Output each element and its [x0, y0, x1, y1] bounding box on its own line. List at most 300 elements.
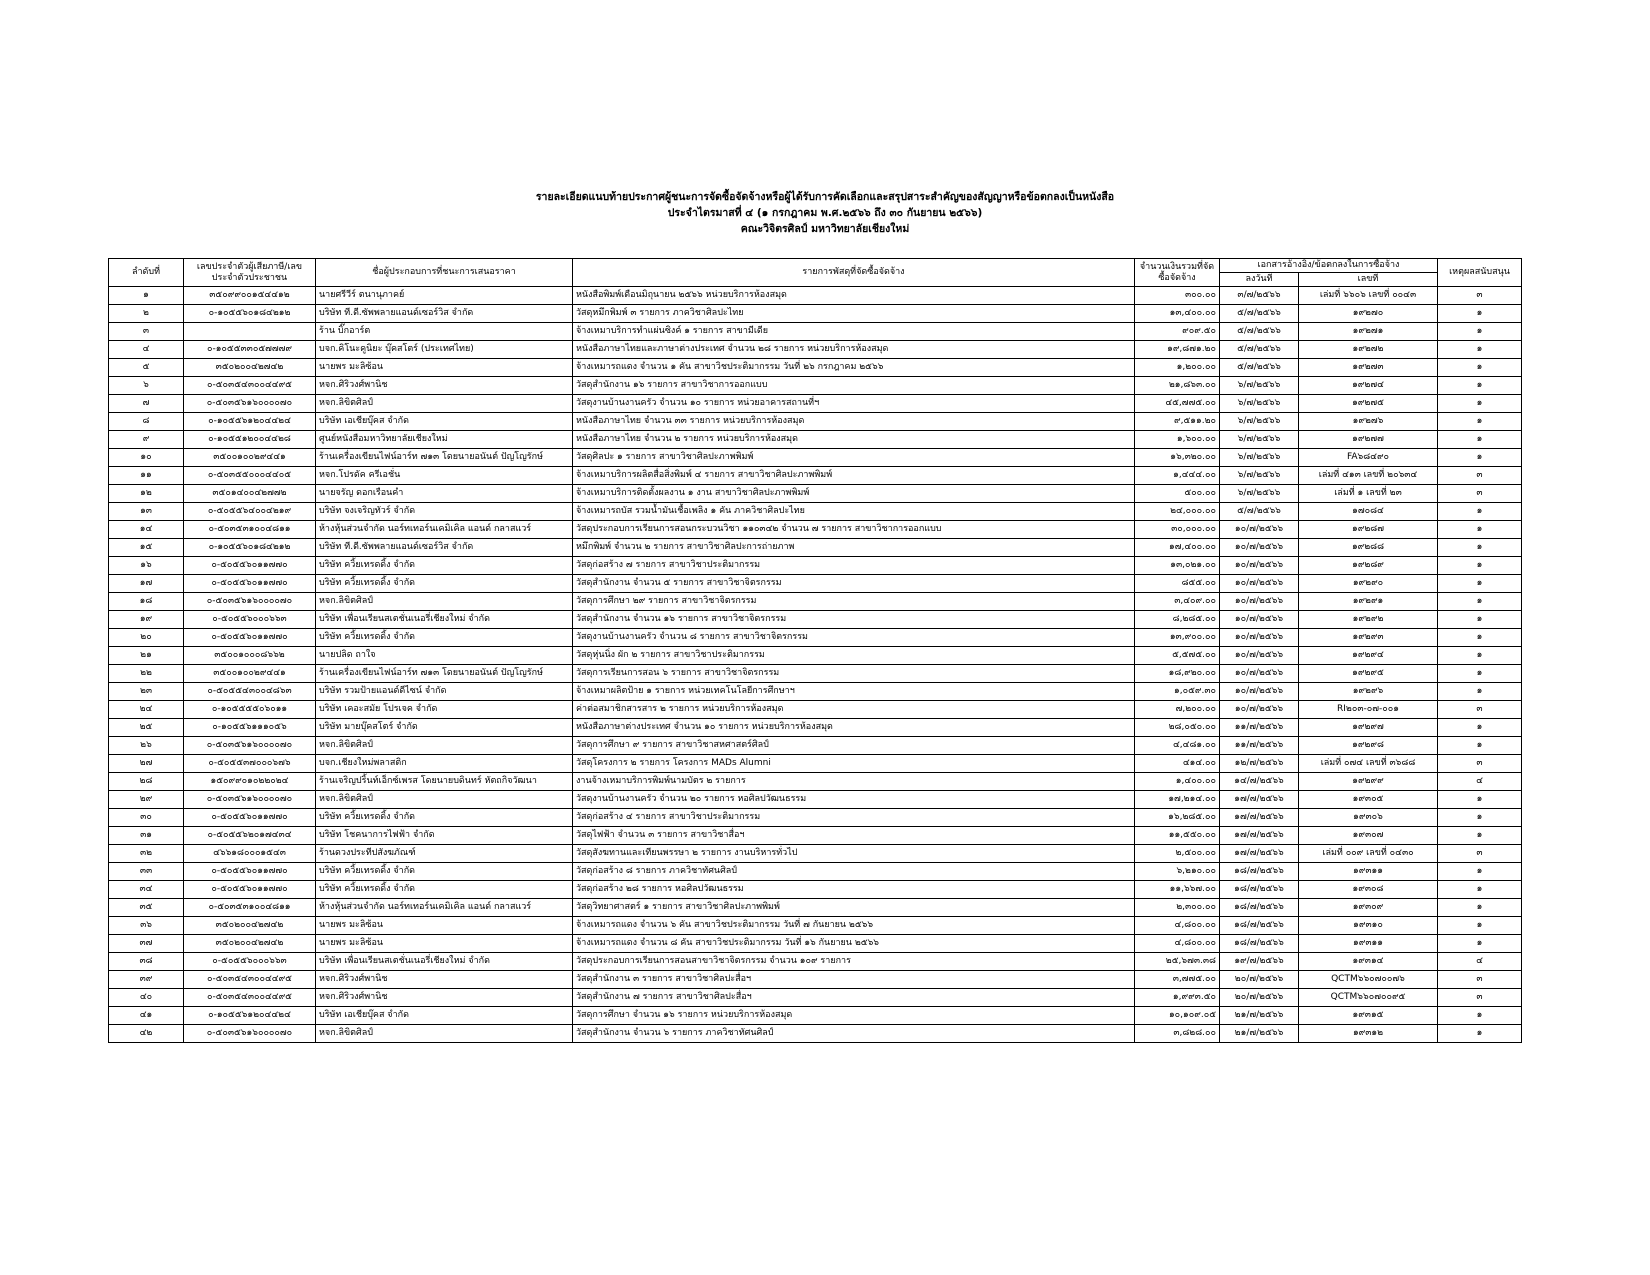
cell-vendor: นายพร มะลิซ้อน	[316, 917, 573, 935]
cell-item: วัสดุงานบ้านงานครัว จำนวน ๘ รายการ สาขาวิชาจิตรกรรม	[573, 629, 1135, 647]
table-row	[109, 305, 1522, 323]
cell-taxid: ๐-๕๐๕๕๖๐๑๑๗๗๐	[184, 575, 316, 593]
cell-date: ๒๐/๗/๒๕๖๖	[1220, 971, 1299, 989]
header-no: ลำดับที่	[109, 259, 184, 287]
cell-vendor: บริษัท ควิ้ยเทรดดิ้ง จำกัด	[316, 629, 573, 647]
cell-vendor: บริษัท เพื่อนเรียนสเตชั่นเนอรี่เชียงใหม่ จำกัด	[316, 611, 573, 629]
cell-ref: ๑๙๒๙๐	[1299, 575, 1438, 593]
cell-taxid: ๐-๕๐๓๕๔๓๐๐๔๔๙๕	[184, 377, 316, 395]
cell-amount: ๒,๕๐๐.๐๐	[1135, 845, 1220, 863]
cell-item: จ้างเหมารถบัส รวมน้ำมันเชื้อเพลิง ๑ คัน ภาควิชาศิลปะไทย	[573, 503, 1135, 521]
cell-vendor: ห้างหุ้นส่วนจำกัด นอร์ทเทอร์นเคมิเคิล แอนด์ กลาสแวร์	[316, 521, 573, 539]
table-row	[109, 701, 1522, 719]
cell-taxid: ๐-๕๐๓๕๕๐๐๐๔๔๐๕	[184, 467, 316, 485]
header-taxid: เลขประจำตัวผู้เสียภาษี/เลขประจำตัวประชาชน	[184, 259, 316, 287]
cell-date: ๖/๗/๒๕๖๖	[1220, 467, 1299, 485]
cell-no: ๓๓	[109, 863, 184, 881]
cell-vendor: ศูนย์หนังสือมหาวิทยาลัยเชียงใหม่	[316, 431, 573, 449]
table-row	[109, 395, 1522, 413]
table-row	[109, 863, 1522, 881]
table-row	[109, 737, 1522, 755]
cell-amount: ๘๕๕.๐๐	[1135, 575, 1220, 593]
cell-date: ๑๐/๗/๒๕๖๖	[1220, 539, 1299, 557]
cell-ref: ๑๙๒๗๐	[1299, 305, 1438, 323]
cell-date: ๖/๗/๒๕๖๖	[1220, 431, 1299, 449]
cell-vendor: นายศรีวีร์ ตนานุภาคย์	[316, 287, 573, 305]
cell-reason: ๑	[1438, 503, 1522, 521]
cell-item: วัสดุก่อสร้าง ๘ รายการ ภาควิชาทัศนศิลป์	[573, 863, 1135, 881]
cell-no: ๓๘	[109, 953, 184, 971]
cell-amount: ๘,๒๘๕.๐๐	[1135, 611, 1220, 629]
cell-ref: เล่มที่ ๑ เลขที่ ๒๓	[1299, 485, 1438, 503]
cell-amount: ๑,๔๐๐.๐๐	[1135, 773, 1220, 791]
cell-amount: ๕๐๐.๐๐	[1135, 485, 1220, 503]
cell-no: ๒๔	[109, 701, 184, 719]
cell-item: วัสดุวิทยาศาสตร์ ๑ รายการ สาขาวิชาศิลปะภาพพิมพ์	[573, 899, 1135, 917]
cell-no: ๑๗	[109, 575, 184, 593]
cell-no: ๒๑	[109, 647, 184, 665]
cell-taxid: ๔๖๖๑๘๐๐๐๑๕๔๓	[184, 845, 316, 863]
cell-taxid: ๐-๕๐๕๕๖๒๐๑๗๔๓๔	[184, 827, 316, 845]
cell-taxid: ๓๕๐๐๑๐๐๒๙๔๔๑	[184, 665, 316, 683]
table-body	[109, 287, 1522, 1043]
cell-date: ๕/๗/๒๕๖๖	[1220, 305, 1299, 323]
cell-vendor: บริษัท เคอะสมัย โปรเจค จำกัด	[316, 701, 573, 719]
cell-reason: ๔	[1438, 773, 1522, 791]
cell-amount: ๑๙,๘๗๑.๒๐	[1135, 341, 1220, 359]
cell-item: วัสดุงานบ้านงานครัว จำนวน ๑๐ รายการ หน่วยอาคารสถานที่ฯ	[573, 395, 1135, 413]
cell-ref: เล่มที่ ๐๐๙ เลขที่ ๐๔๓๐	[1299, 845, 1438, 863]
cell-amount: ๑๗,๔๐๐.๐๐	[1135, 539, 1220, 557]
cell-ref: ๑๙๒๗๓	[1299, 359, 1438, 377]
cell-taxid: ๓๕๐๒๐๐๔๒๗๔๒	[184, 935, 316, 953]
cell-item: วัสดุสำนักงาน ๗ รายการ สาขาวิชาศิลปะสื่อฯ	[573, 989, 1135, 1007]
header-reason: เหตุผลสนับสนุน	[1438, 259, 1522, 287]
cell-ref: ๑๙๒๘๘	[1299, 539, 1438, 557]
table-row	[109, 899, 1522, 917]
cell-vendor: หจก.ลิขิตศิลป์	[316, 395, 573, 413]
cell-taxid: ๐-๕๐๓๕๖๑๖๐๐๐๐๗๐	[184, 1025, 316, 1043]
cell-date: ๑๐/๗/๒๕๖๖	[1220, 683, 1299, 701]
cell-taxid: ๐-๕๐๕๕๖๐๑๑๗๗๐	[184, 629, 316, 647]
cell-item: จ้างเหมารถแดง จำนวน ๘ คัน สาขาวิชประติมากรรม วันที่ ๑๖ กันยายน ๒๕๖๖	[573, 935, 1135, 953]
cell-ref: ๑๙๓๐๗	[1299, 827, 1438, 845]
cell-ref: QCTM๖๖๐๗๐๐๗๖	[1299, 971, 1438, 989]
cell-no: ๒๘	[109, 773, 184, 791]
cell-item: วัสดุก่อสร้าง ๗ รายการ สาขาวิชาประติมากรรม	[573, 557, 1135, 575]
cell-amount: ๒๑,๘๖๓.๐๐	[1135, 377, 1220, 395]
cell-date: ๑๘/๗/๒๕๖๖	[1220, 863, 1299, 881]
cell-vendor: หจก.โปรดัค ครีเอชั่น	[316, 467, 573, 485]
cell-amount: ๒๘,๐๕๐.๐๐	[1135, 719, 1220, 737]
cell-vendor: นายจรัญ ดอกเรือนคำ	[316, 485, 573, 503]
cell-item: จ้างเหมาบริการผลิตสื่อสิ่งพิมพ์ ๔ รายการ สาขาวิชาศิลปะภาพพิมพ์	[573, 467, 1135, 485]
table-row	[109, 809, 1522, 827]
cell-item: หนังสือภาษาไทย จำนวน ๒ รายการ หน่วยบริการห้องสมุด	[573, 431, 1135, 449]
cell-no: ๓๐	[109, 809, 184, 827]
cell-no: ๒๒	[109, 665, 184, 683]
cell-item: วัสดุสำนักงาน จำนวน ๕ รายการ สาขาวิชาจิตรกรรม	[573, 575, 1135, 593]
cell-reason: ๑	[1438, 827, 1522, 845]
cell-taxid: ๐-๕๐๕๕๖๐๑๑๗๗๐	[184, 809, 316, 827]
cell-date: ๑๐/๗/๒๕๖๖	[1220, 665, 1299, 683]
cell-reason: ๓	[1438, 755, 1522, 773]
cell-no: ๑๘	[109, 593, 184, 611]
cell-no: ๑๕	[109, 539, 184, 557]
cell-date: ๒๑/๗/๒๕๖๖	[1220, 1007, 1299, 1025]
table-row	[109, 413, 1522, 431]
cell-no: ๑๓	[109, 503, 184, 521]
cell-item: วัสดุก่อสร้าง ๔ รายการ สาขาวิชาประติมากรรม	[573, 809, 1135, 827]
table-row	[109, 665, 1522, 683]
cell-ref: ๑๙๒๗๕	[1299, 395, 1438, 413]
cell-item: วัสดุหุ่นนิ่ง ผัก ๒ รายการ สาขาวิชาประติมากรรม	[573, 647, 1135, 665]
table-row	[109, 593, 1522, 611]
cell-no: ๔๐	[109, 989, 184, 1007]
cell-reason: ๑	[1438, 305, 1522, 323]
cell-no: ๑๐	[109, 449, 184, 467]
table-row	[109, 773, 1522, 791]
table-row	[109, 323, 1522, 341]
cell-ref: ๑๙๓๑๔	[1299, 953, 1438, 971]
cell-reason: ๑	[1438, 1007, 1522, 1025]
cell-no: ๑๒	[109, 485, 184, 503]
cell-date: ๕/๗/๒๕๖๖	[1220, 323, 1299, 341]
cell-date: ๑๗/๗/๒๕๖๖	[1220, 791, 1299, 809]
cell-date: ๑๔/๗/๒๕๖๖	[1220, 773, 1299, 791]
cell-no: ๒๐	[109, 629, 184, 647]
cell-item: วัสดุการศึกษา ๙ รายการ สาขาวิชาสหศาสตร์ศิลป์	[573, 737, 1135, 755]
cell-taxid: ๐-๕๐๓๕๓๑๐๐๔๘๑๑	[184, 521, 316, 539]
table-row	[109, 467, 1522, 485]
cell-reason: ๑	[1438, 863, 1522, 881]
cell-date: ๑๘/๗/๒๕๖๖	[1220, 881, 1299, 899]
cell-date: ๕/๗/๒๕๖๖	[1220, 341, 1299, 359]
cell-ref: ๑๙๓๑๑	[1299, 935, 1438, 953]
cell-no: ๑๙	[109, 611, 184, 629]
cell-taxid: ๐-๕๐๓๕๖๑๖๐๐๐๐๗๐	[184, 593, 316, 611]
cell-amount: ๒๔,๐๐๐.๐๐	[1135, 503, 1220, 521]
cell-vendor: หจก.ลิขิตศิลป์	[316, 737, 573, 755]
table-row	[109, 485, 1522, 503]
cell-date: ๑๐/๗/๒๕๖๖	[1220, 611, 1299, 629]
cell-amount: ๑,๔๔๔.๐๐	[1135, 467, 1220, 485]
cell-ref: ๑๙๒๙๓	[1299, 629, 1438, 647]
cell-no: ๓๗	[109, 935, 184, 953]
cell-date: ๖/๗/๒๕๖๖	[1220, 377, 1299, 395]
cell-date: ๑๗/๗/๒๕๖๖	[1220, 827, 1299, 845]
cell-ref: ๑๙๓๑๕	[1299, 1007, 1438, 1025]
cell-item: วัสดุสำนักงาน จำนวน ๖ รายการ ภาควิชาทัศนศิลป์	[573, 1025, 1135, 1043]
header-item: รายการพัสดุที่จัดซื้อจัดจ้าง	[573, 259, 1135, 287]
cell-item: วัสดุสังฆทานและเทียนพรรษา ๒ รายการ งานบริหารทั่วไป	[573, 845, 1135, 863]
cell-item: วัสดุหมึกพิมพ์ ๓ รายการ ภาควิชาศิลปะไทย	[573, 305, 1135, 323]
cell-vendor: หจก.ศิริวงศ์พานิช	[316, 971, 573, 989]
cell-taxid: ๐-๑๐๕๕๑๒๐๐๔๔๒๘	[184, 431, 316, 449]
cell-vendor: ร้านเครื่องเขียนไฟน์อาร์ท ๗๑๓ โดยนายอนันต์ ปัญโญรักษ์	[316, 449, 573, 467]
cell-date: ๒๑/๗/๒๕๖๖	[1220, 1025, 1299, 1043]
cell-amount: ๕,๕๗๕.๐๐	[1135, 647, 1220, 665]
cell-no: ๙	[109, 431, 184, 449]
cell-vendor: บจก.เชียงใหม่พลาสติก	[316, 755, 573, 773]
cell-item: วัสดุก่อสร้าง ๒๘ รายการ หอศิลปวัฒนธรรม	[573, 881, 1135, 899]
cell-date: ๑๑/๗/๒๕๖๖	[1220, 737, 1299, 755]
cell-ref: ๑๙๒๙๕	[1299, 665, 1438, 683]
cell-item: วัสดุงานบ้านงานครัว จำนวน ๒๐ รายการ หอศิลปวัฒนธรรม	[573, 791, 1135, 809]
cell-ref: ๑๙๒๗๗	[1299, 431, 1438, 449]
table-row	[109, 341, 1522, 359]
table-row	[109, 1007, 1522, 1025]
cell-item: หนังสือภาษาต่างประเทศ จำนวน ๑๐ รายการ หน่วยบริการห้องสมุด	[573, 719, 1135, 737]
cell-vendor: ห้างหุ้นส่วนจำกัด นอร์ทเทอร์นเคมิเคิล แอนด์ กลาสแวร์	[316, 899, 573, 917]
cell-item: วัสดุสำนักงาน ๑๖ รายการ สาขาวิชาการออกแบบ	[573, 377, 1135, 395]
cell-vendor: หจก.ลิขิตศิลป์	[316, 593, 573, 611]
cell-reason: ๑	[1438, 737, 1522, 755]
cell-date: ๖/๗/๒๕๖๖	[1220, 413, 1299, 431]
table-row	[109, 845, 1522, 863]
cell-reason: ๓	[1438, 485, 1522, 503]
cell-vendor: บริษัท เพื่อนเรียนสเตชั่นเนอรี่เชียงใหม่ จำกัด	[316, 953, 573, 971]
cell-taxid: ๐-๕๐๕๕๖๐๑๑๗๗๐	[184, 557, 316, 575]
cell-ref: ๑๙๓๐๙	[1299, 899, 1438, 917]
table-row	[109, 935, 1522, 953]
cell-taxid: ๑๕๐๙๙๐๑๐๒๒๐๒๔	[184, 773, 316, 791]
cell-no: ๓๕	[109, 899, 184, 917]
cell-date: ๑๘/๗/๒๕๖๖	[1220, 935, 1299, 953]
table-row	[109, 791, 1522, 809]
cell-reason: ๑	[1438, 683, 1522, 701]
cell-date: ๑๑/๗/๒๕๖๖	[1220, 719, 1299, 737]
cell-reason: ๑	[1438, 449, 1522, 467]
cell-amount: ๑๓,๔๐๐.๐๐	[1135, 305, 1220, 323]
cell-amount: ๓,๗๗๕.๐๐	[1135, 971, 1220, 989]
cell-amount: ๑๐,๑๐๙.๐๕	[1135, 1007, 1220, 1025]
cell-ref: ๑๙๒๙๙	[1299, 773, 1438, 791]
cell-reason: ๑	[1438, 395, 1522, 413]
cell-no: ๒๕	[109, 719, 184, 737]
cell-no: ๓๙	[109, 971, 184, 989]
cell-taxid: ๐-๕๐๕๕๔๓๐๐๔๘๖๓	[184, 683, 316, 701]
cell-vendor: บริษัท ที.ดี.ซัพพลายแอนด์เซอร์วิส จำกัด	[316, 305, 573, 323]
cell-amount: ๑๓,๙๐๐.๐๐	[1135, 629, 1220, 647]
table-row	[109, 971, 1522, 989]
cell-item: หนังสือภาษาไทยและภาษาต่างประเทศ จำนวน ๒๘ รายการ หน่วยบริการห้องสมุด	[573, 341, 1135, 359]
cell-item: วัสดุการศึกษา ๒๙ รายการ สาขาวิชาจิตรกรรม	[573, 593, 1135, 611]
cell-ref: ๑๙๒๙๔	[1299, 647, 1438, 665]
table-header	[109, 259, 1522, 287]
cell-taxid: ๐-๕๐๓๕๓๑๐๐๔๘๑๑	[184, 899, 316, 917]
cell-amount: ๒๕,๖๗๓.๓๘	[1135, 953, 1220, 971]
cell-reason: ๓	[1438, 971, 1522, 989]
cell-taxid: ๐-๕๐๓๕๔๓๐๐๔๔๙๕	[184, 989, 316, 1007]
cell-item: หนังสือภาษาไทย จำนวน ๓๓ รายการ หน่วยบริการห้องสมุด	[573, 413, 1135, 431]
cell-reason: ๑	[1438, 899, 1522, 917]
cell-taxid: ๐-๕๐๓๕๖๑๖๐๐๐๐๗๐	[184, 791, 316, 809]
cell-vendor: นายปลิด ถาใจ	[316, 647, 573, 665]
cell-vendor: หจก.ศิริวงศ์พานิช	[316, 377, 573, 395]
table-row	[109, 557, 1522, 575]
cell-item: จ้างเหมารถแดง จำนวน ๖ คัน สาขาวิชประติมากรรม วันที่ ๗ กันยายน ๒๕๖๖	[573, 917, 1135, 935]
cell-reason: ๑	[1438, 935, 1522, 953]
cell-vendor: บริษัท ควิ้ยเทรดดิ้ง จำกัด	[316, 575, 573, 593]
cell-vendor: บริษัท ควิ้ยเทรดดิ้ง จำกัด	[316, 863, 573, 881]
cell-item: หมึกพิมพ์ จำนวน ๒ รายการ สาขาวิชาศิลปะการถ่ายภาพ	[573, 539, 1135, 557]
table-row	[109, 359, 1522, 377]
cell-no: ๑๖	[109, 557, 184, 575]
cell-amount: ๑,๙๙๓.๕๐	[1135, 989, 1220, 1007]
cell-reason: ๑	[1438, 593, 1522, 611]
cell-vendor: นายพร มะลิซ้อน	[316, 935, 573, 953]
cell-reason: ๓	[1438, 845, 1522, 863]
cell-item: วัสดุศิลปะ ๑ รายการ สาขาวิชาศิลปะภาพพิมพ์	[573, 449, 1135, 467]
cell-amount: ๓๐๐.๐๐	[1135, 287, 1220, 305]
cell-amount: ๑๖,๓๒๐.๐๐	[1135, 449, 1220, 467]
cell-amount: ๑,๒๐๐.๐๐	[1135, 359, 1220, 377]
cell-reason: ๑	[1438, 791, 1522, 809]
cell-amount: ๔๕,๗๗๕.๐๐	[1135, 395, 1220, 413]
table-row	[109, 647, 1522, 665]
cell-reason: ๑	[1438, 323, 1522, 341]
cell-ref: ๑๙๓๐๘	[1299, 881, 1438, 899]
cell-taxid: ๐-๑๐๕๕๕๕๐๖๐๑๑	[184, 701, 316, 719]
cell-amount: ๓,๘๒๘.๐๐	[1135, 1025, 1220, 1043]
cell-vendor: นายพร มะลิซ้อน	[316, 359, 573, 377]
table-row	[109, 377, 1522, 395]
cell-taxid: ๓๕๐๙๙๐๐๑๕๔๔๑๒	[184, 287, 316, 305]
cell-date: ๑๒/๗/๒๕๖๖	[1220, 755, 1299, 773]
cell-vendor: บริษัท โชคนาการไฟฟ้า จำกัด	[316, 827, 573, 845]
cell-reason: ๑	[1438, 377, 1522, 395]
header-ref: เลขที่	[1299, 273, 1438, 287]
cell-no: ๗	[109, 395, 184, 413]
document-title: รายละเอียดแนบท้ายประกาศผู้ชนะการจัดซื้อจัดจ้างหรือผู้ได้รับการคัดเลือกและสรุปสาระสำคัญของสัญญาหรือข้อตกลงเป็นหนังสือ	[535, 191, 1115, 203]
cell-amount: ๔,๘๐๐.๐๐	[1135, 917, 1220, 935]
cell-taxid: ๐-๕๐๕๕๓๗๐๐๐๖๗๖	[184, 755, 316, 773]
cell-ref: ๑๙๒๘๗	[1299, 521, 1438, 539]
cell-no: ๓๔	[109, 881, 184, 899]
cell-ref: ๑๙๓๑๒	[1299, 1025, 1438, 1043]
cell-no: ๒๖	[109, 737, 184, 755]
table-row	[109, 629, 1522, 647]
cell-reason: ๓	[1438, 701, 1522, 719]
cell-item: จ้างเหมาบริการติดตั้งผลงาน ๑ งาน สาขาวิชาศิลปะภาพพิมพ์	[573, 485, 1135, 503]
header-docs: เอกสารอ้างอิง/ข้อตกลงในการซื้อจ้าง	[1220, 259, 1438, 273]
cell-no: ๑๔	[109, 521, 184, 539]
table-row	[109, 719, 1522, 737]
table-row	[109, 431, 1522, 449]
table-row	[109, 881, 1522, 899]
cell-ref: QCTM๖๖๐๗๐๐๙๕	[1299, 989, 1438, 1007]
cell-reason: ๑	[1438, 431, 1522, 449]
table-row	[109, 827, 1522, 845]
cell-date: ๑๐/๗/๒๕๖๖	[1220, 593, 1299, 611]
table-row	[109, 953, 1522, 971]
cell-taxid	[184, 323, 316, 341]
cell-no: ๑	[109, 287, 184, 305]
cell-no: ๑๑	[109, 467, 184, 485]
cell-vendor: ร้าน บิ๊กอาร์ต	[316, 323, 573, 341]
cell-ref: ๑๙๒๙๑	[1299, 593, 1438, 611]
cell-amount: ๔๑๔.๐๐	[1135, 755, 1220, 773]
cell-reason: ๑	[1438, 809, 1522, 827]
cell-date: ๖/๗/๒๕๖๖	[1220, 395, 1299, 413]
cell-item: วัสดุสำนักงาน จำนวน ๑๖ รายการ สาขาวิชาจิตรกรรม	[573, 611, 1135, 629]
cell-date: ๖/๗/๒๕๖๖	[1220, 485, 1299, 503]
cell-amount: ๑๖,๒๘๕.๐๐	[1135, 809, 1220, 827]
table-row	[109, 449, 1522, 467]
table-row	[109, 503, 1522, 521]
cell-vendor: บริษัท รวมป้ายแอนด์ดีไซน์ จำกัด	[316, 683, 573, 701]
cell-no: ๒๗	[109, 755, 184, 773]
cell-ref: ๑๙๒๗๒	[1299, 341, 1438, 359]
cell-ref: เล่มที่ ๔๑๓ เลขที่ ๒๐๖๓๔	[1299, 467, 1438, 485]
cell-no: ๓๒	[109, 845, 184, 863]
cell-reason: ๓	[1438, 287, 1522, 305]
cell-amount: ๑,๐๕๙.๓๐	[1135, 683, 1220, 701]
cell-taxid: ๐-๕๐๕๕๖๐๑๑๗๗๐	[184, 881, 316, 899]
cell-date: ๒๐/๗/๒๕๖๖	[1220, 989, 1299, 1007]
cell-vendor: บริษัท ควิ้ยเทรดดิ้ง จำกัด	[316, 557, 573, 575]
table-row	[109, 575, 1522, 593]
cell-item: จ้างเหมารถแดง จำนวน ๑ คัน สาขาวิชประติมากรรม วันที่ ๒๖ กรกฎาคม ๒๕๖๖	[573, 359, 1135, 377]
cell-ref: เล่มที่ ๖๖๐๖ เลขที่ ๐๐๔๓	[1299, 287, 1438, 305]
cell-item: หนังสือพิมพ์เดือนมิถุนายน ๒๕๖๖ หน่วยบริการห้องสมุด	[573, 287, 1135, 305]
cell-amount: ๙๐๙.๕๐	[1135, 323, 1220, 341]
header-amount: จำนวนเงินรวมที่จัดซื้อจัดจ้าง	[1135, 259, 1220, 287]
cell-reason: ๓	[1438, 467, 1522, 485]
cell-amount: ๔,๘๐๐.๐๐	[1135, 935, 1220, 953]
cell-amount: ๑๑,๕๕๐.๐๐	[1135, 827, 1220, 845]
cell-no: ๔๑	[109, 1007, 184, 1025]
cell-amount: ๑๘,๙๒๐.๐๐	[1135, 665, 1220, 683]
cell-amount: ๑,๖๐๐.๐๐	[1135, 431, 1220, 449]
cell-taxid: ๓๕๐๒๐๐๔๒๗๔๒	[184, 359, 316, 377]
cell-reason: ๑	[1438, 521, 1522, 539]
table-row	[109, 683, 1522, 701]
cell-reason: ๑	[1438, 539, 1522, 557]
table-row	[109, 1025, 1522, 1043]
cell-taxid: ๐-๕๐๓๕๔๓๐๐๔๔๙๕	[184, 971, 316, 989]
cell-no: ๖	[109, 377, 184, 395]
cell-vendor: ร้านดวงประทีปสังฆภัณฑ์	[316, 845, 573, 863]
cell-ref: ๑๙๓๐๕	[1299, 791, 1438, 809]
cell-vendor: หจก.ลิขิตศิลป์	[316, 1025, 573, 1043]
cell-reason: ๑	[1438, 719, 1522, 737]
cell-ref: ๑๙๒๙๖	[1299, 683, 1438, 701]
cell-date: ๑๐/๗/๒๕๖๖	[1220, 521, 1299, 539]
cell-no: ๘	[109, 413, 184, 431]
cell-amount: ๓๐,๐๐๐.๐๐	[1135, 521, 1220, 539]
cell-no: ๓	[109, 323, 184, 341]
cell-vendor: ร้านเจริญปริ้นท์เอ็กซ์เพรส โดยนายบดินทร์ หัตถกิจวัฒนา	[316, 773, 573, 791]
table-row	[109, 287, 1522, 305]
cell-reason: ๑	[1438, 413, 1522, 431]
cell-date: ๑๙/๗/๒๕๖๖	[1220, 953, 1299, 971]
cell-item: วัสดุประกอบการเรียนการสอนสาขาวิชาจิตรกรรม จำนวน ๑๐๙ รายการ	[573, 953, 1135, 971]
cell-taxid: ๓๕๐๐๑๐๐๐๘๖๖๒	[184, 647, 316, 665]
cell-amount: ๖,๒๑๐.๐๐	[1135, 863, 1220, 881]
cell-date: ๑๐/๗/๒๕๖๖	[1220, 647, 1299, 665]
cell-reason: ๓	[1438, 989, 1522, 1007]
cell-item: วัสดุไฟฟ้า จำนวน ๓ รายการ สาขาวิชาสื่อฯ	[573, 827, 1135, 845]
cell-taxid: ๐-๕๐๕๕๖๐๐๐๖๖๓	[184, 611, 316, 629]
header-date: ลงวันที่	[1220, 273, 1299, 287]
cell-ref: ๑๗๐๘๔	[1299, 503, 1438, 521]
cell-reason: ๑	[1438, 1025, 1522, 1043]
cell-no: ๒๙	[109, 791, 184, 809]
cell-item: จ้างเหมาบริการทำแผ่นซิงค์ ๑ รายการ สาขามีเดีย	[573, 323, 1135, 341]
cell-taxid: ๐-๑๐๕๕๖๐๑๘๔๒๑๒	[184, 539, 316, 557]
